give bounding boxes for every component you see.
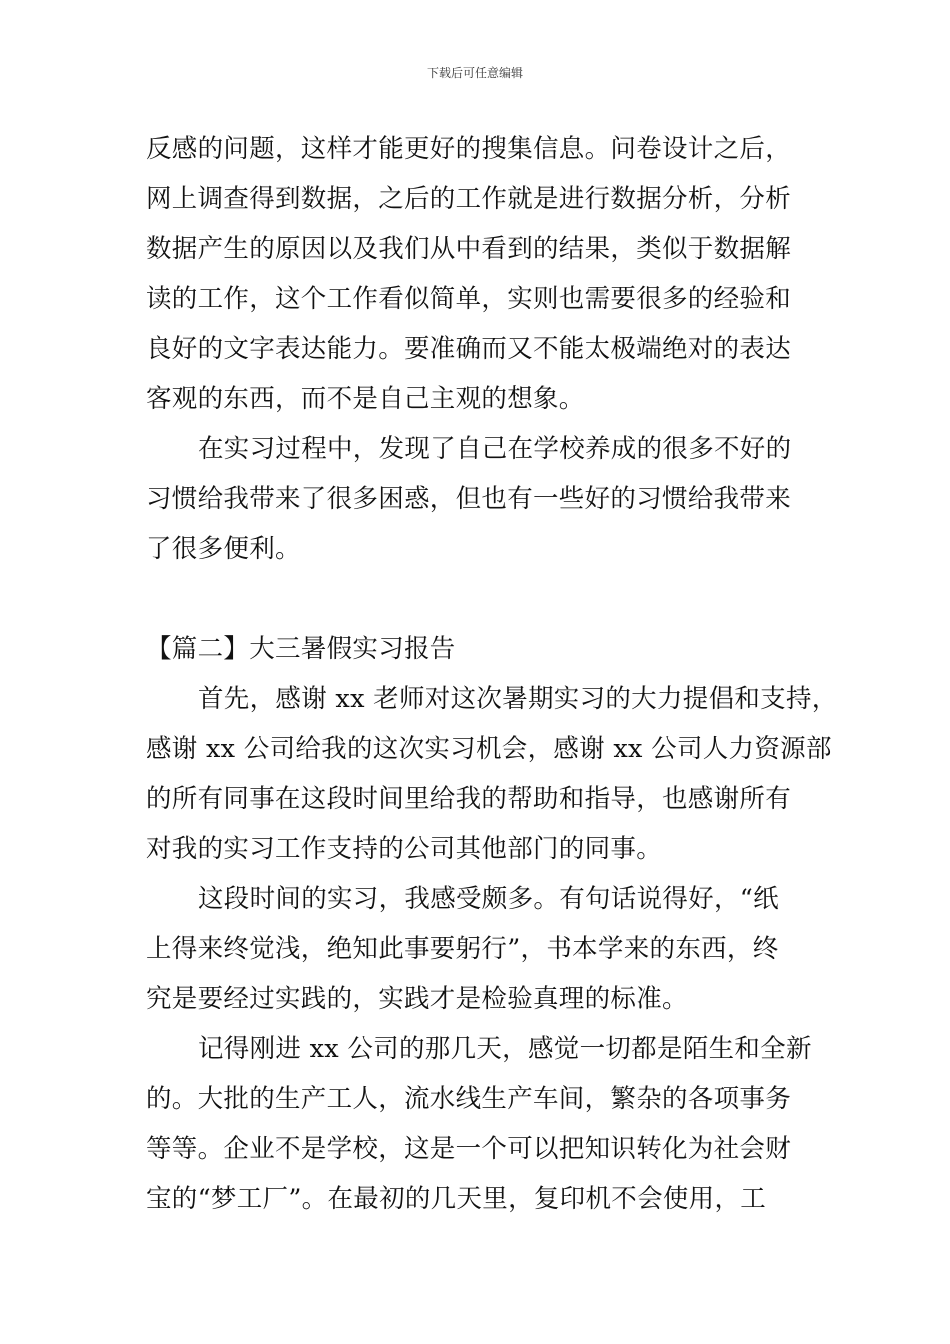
text-line: 网上调查得到数据，之后的工作就是进行数据分析，分析 (146, 184, 792, 214)
text-line: 的。大批的生产工人，流水线生产车间，繁杂的各项事务 (146, 1084, 792, 1114)
text-line: 等等。企业不是学校，这是一个可以把知识转化为社会财 (146, 1134, 792, 1164)
page-header: 下载后可任意编辑 (426, 66, 523, 80)
paragraph (146, 674, 838, 874)
paragraph-gap (146, 574, 826, 624)
text-line: 首先，感谢 xx 老师对这次暑期实习的大力提倡和支持， (198, 684, 838, 714)
paragraph (146, 424, 826, 574)
text-line: 数据产生的原因以及我们从中看到的结果，类似于数据解 (146, 234, 792, 264)
text-line: 记得刚进 xx 公司的那几天，感觉一切都是陌生和全新 (198, 1034, 812, 1064)
paragraph (146, 874, 826, 1024)
text-line: 宝的“梦工厂”。在最初的几天里，复印机不会使用，工 (146, 1184, 767, 1214)
text-line: 习惯给我带来了很多困惑，但也有一些好的习惯给我带来 (146, 484, 792, 514)
document-body (146, 124, 838, 1224)
text-line: 了很多便利。 (146, 534, 301, 564)
paragraph (146, 124, 826, 424)
paragraph (146, 1024, 826, 1224)
text-line: 良好的文字表达能力。要准确而又不能太极端绝对的表达 (146, 334, 792, 364)
text-line: 客观的东西，而不是自己主观的想象。 (146, 384, 585, 414)
text-line: 感谢 xx 公司给我的这次实习机会，感谢 xx 公司人力资源部 (146, 734, 832, 764)
text-line: 读的工作，这个工作看似简单，实则也需要很多的经验和 (146, 284, 792, 314)
text-line: 对我的实习工作支持的公司其他部门的同事。 (146, 834, 663, 864)
section-title: 【篇二】大三暑假实习报告 (146, 634, 456, 664)
text-line: 在实习过程中，发现了自己在学校养成的很多不好的 (198, 434, 792, 464)
text-line: 的所有同事在这段时间里给我的帮助和指导，也感谢所有 (146, 784, 792, 814)
text-line: 反感的问题，这样才能更好的搜集信息。问卷设计之后， (146, 134, 792, 164)
text-line: 究是要经过实践的，实践才是检验真理的标准。 (146, 984, 688, 1014)
text-line: 上得来终觉浅，绝知此事要躬行”，书本学来的东西，终 (146, 934, 779, 964)
text-line: 这段时间的实习，我感受颇多。有句话说得好，“纸 (198, 884, 779, 914)
